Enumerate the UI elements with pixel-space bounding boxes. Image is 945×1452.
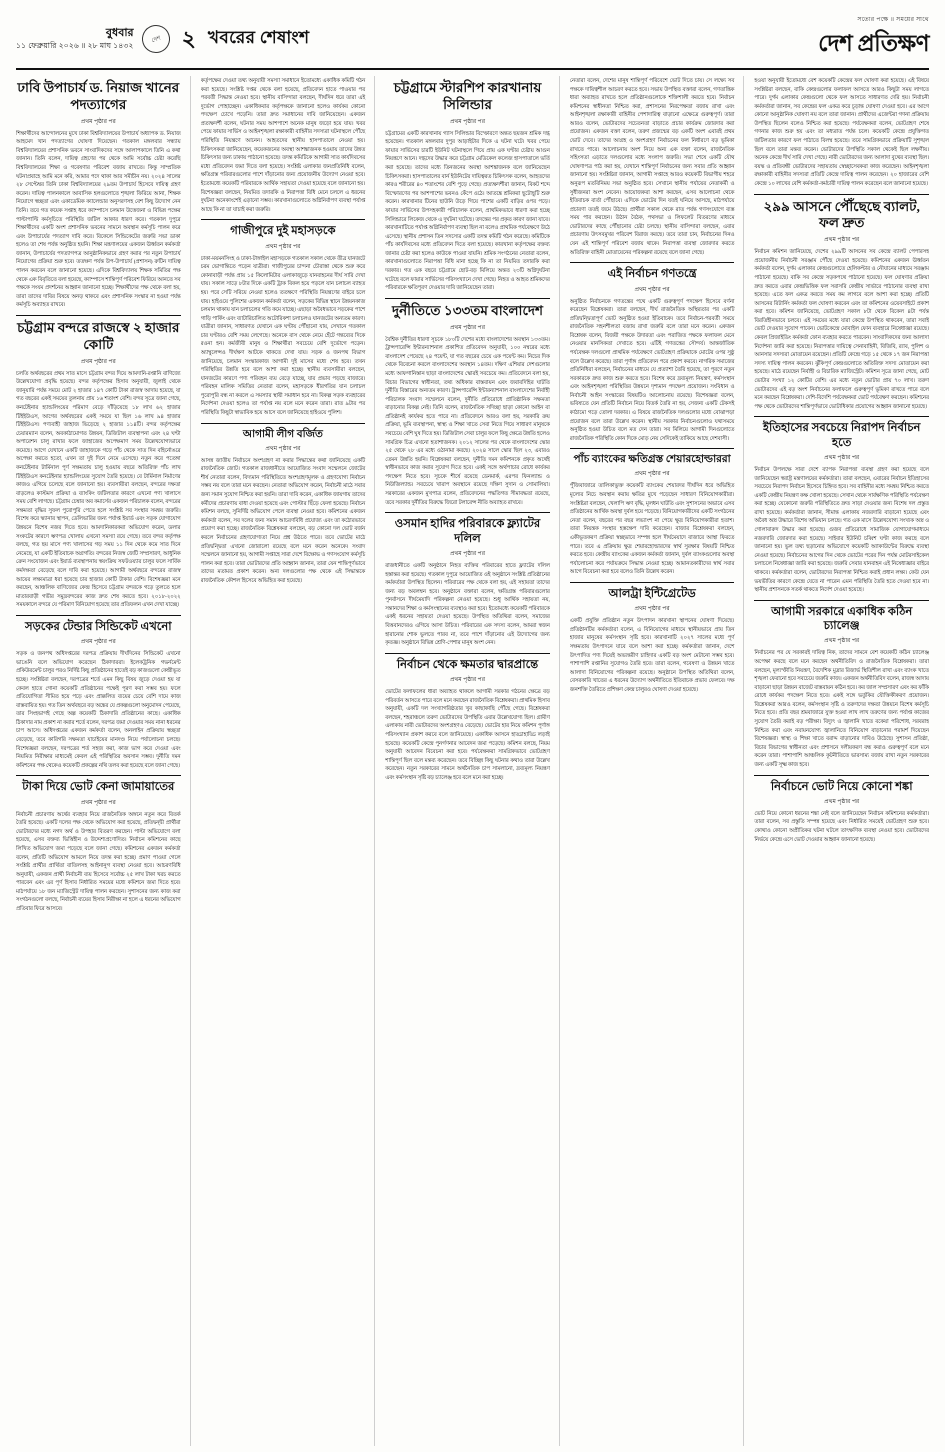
brand-tagline: সত্যের পক্ষে ॥ সময়ের সাথে <box>857 17 929 23</box>
article-body: ভোটের ফলাফলের ধারা অব্যাহত থাকলে আগামী সরকার গঠনের ক্ষেত্রে বড় পরিবর্তন আসতে পারে বলে মনে করছেন রাজনৈতিক বিশ্লেষকরা। প্রাথমিক হিসাব অনুযায়ী, একটি দল সংখ্যাগরিষ্ঠতার খুব কাছাকাছি পৌঁছে গেছে। বিশ্লেষকরা বলছেন, শহরাঞ্চলে তরুণ ভোটারদের উপস্থিতি এবার উল্লেখযোগ্য ছিল। গ্রামীণ এলাকায় নারী ভোটারদের অংশগ্রহণও বেড়েছে। ভোটের হার নিয়ে কমিশন পূর্ণাঙ্গ পরিসংখ্যান প্রকাশ করবে বলে জানিয়েছে। একাধিক আসনে হাড্ডাহাড্ডি লড়াই হয়েছে। কয়েকটি কেন্দ্রে পুনর্গণনার আবেদন জমা পড়েছে। কমিশন বলছে, নিয়ম অনুযায়ী আবেদন বিবেচনা করা হবে। পর্যবেক্ষকরা সামগ্রিকভাবে ভোটগ্রহণ শান্তিপূর্ণ ছিল বলে মন্তব্য করেছেন। তবে বিচ্ছিন্ন কিছু ঘটনার কথাও তারা উল্লেখ করেছেন। নতুন সরকারের সামনে অর্থনৈতিক চাপ সামলানো, দ্রব্যমূল্য নিয়ন্ত্রণ এবং কর্মসংস্থান সৃষ্টি বড় চ্যালেঞ্জ হবে বলে মনে করা হচ্ছে। <box>385 689 550 781</box>
article-headline: চট্টগ্রাম বন্দরে রাজস্বে ২ হাজার কোটি <box>16 315 181 354</box>
continued-label: প্রথম পৃষ্ঠার পর <box>449 550 486 557</box>
column-3 <box>385 76 560 1446</box>
article-headline: ঢাবি উপাচার্য ড. নিয়াজ খানের পদত্যাগের <box>17 80 180 112</box>
continued-label: প্রথম পৃষ্ঠার পর <box>824 455 860 461</box>
article-body: নির্বাচন কমিশন জানিয়েছে, দেশের ২৯৯টি আসনের সব কেন্দ্রে ব্যালট পেপারসহ প্রয়োজনীয় নির্বাচনী সরঞ্জাম পৌঁছে দেওয়া হয়েছে। কমিশনের একজন ঊর্ধ্বতন কর্মকর্তা বলেন, দুর্গম এলাকার কেন্দ্রগুলোতে হেলিকপ্টার ও নৌযানের মাধ্যমে সরঞ্জাম পাঠানো হয়েছে। বাকি সব কেন্দ্রে সড়কপথে পাঠানো হয়েছে। ফল ঘোষণার প্রক্রিয়া দ্রুত করতে এবার কেন্দ্রভিত্তিক ফল সরাসরি কেন্দ্রীয় সার্ভারে পাঠানোর ব্যবস্থা রাখা হয়েছে। এতে ফল একত্র করতে সময় কম লাগবে বলে আশা করা হচ্ছে। প্রতিটি আসনের রিটার্নিং কর্মকর্তা ফল ঘোষণা করবেন এবং তা কমিশনের ওয়েবসাইটে প্রকাশ করা হবে। কমিশন জানিয়েছে, ভোটগ্রহণ সকাল ৮টা থেকে বিকেল ৪টা পর্যন্ত বিরতিহীনভাবে চলবে। এই সময়ের মধ্যে যারা কেন্দ্রে উপস্থিত থাকবেন, তারা সবাই ভোট দেওয়ার সুযোগ পাবেন। ভোটকেন্দ্রে মোবাইল ফোন ব্যবহারে নিষেধাজ্ঞা রয়েছে। কেবল প্রিজাইডিং কর্মকর্তা ফোন ব্যবহার করতে পারবেন। সাংবাদিকদের জন্য আলাদা নির্দেশনা জারি করা হয়েছে। নিরাপত্তার দায়িত্বে সেনাবাহিনী, বিজিবি, র‍্যাব, পুলিশ ও আনসার সদস্যরা মোতায়েন রয়েছেন। প্রতিটি কেন্দ্রে গড়ে ১৫ থেকে ১৭ জন নিরাপত্তা সদস্য দায়িত্ব পালন করবেন। ঝুঁকিপূর্ণ কেন্দ্রগুলোতে অতিরিক্ত সদস্য মোতায়েন করা হয়েছে। মাঠে রয়েছেন নির্বাহী ও বিচারিক ম্যাজিস্ট্রেট। কমিশন সূত্রে জানা গেছে, মোট ভোটার সংখ্যা ১২ কোটির বেশি। এর মধ্যে নতুন ভোটার প্রায় ৭০ লাখ। তরুণ ভোটারদের এই বড় অংশ নির্বাচনের ফলাফলে গুরুত্বপূর্ণ ভূমিকা রাখতে পারে বলে মনে করছেন বিশ্লেষকরা। দেশি-বিদেশি পর্যবেক্ষকরা ভোট পর্যবেক্ষণ করছেন। কমিশনের পক্ষ থেকে ভোটারদের শান্তিপূর্ণভাবে ভোটাধিকার প্রয়োগের আহ্বান জানানো হয়েছে। <box>754 249 929 410</box>
column-5 <box>754 76 929 1446</box>
article-headline: গাজীপুরে দুই মহাসড়কে <box>201 219 366 238</box>
masthead-date: ১১ ফেব্রুয়ারি ২০২৬ ॥ ২৮ মাঘ ১৪৩২ <box>16 41 134 51</box>
continued-label: প্রথম পৃষ্ঠার পর <box>265 445 301 452</box>
masthead-brand-block <box>818 14 929 64</box>
article-body: নির্বাচনী প্রচারণায় অর্থের ব্যবহার নিয়ে রাজনৈতিক অঙ্গনে নতুন করে বিতর্ক তৈরি হয়েছে। একটি দলের পক্ষ থেকে অভিযোগ করা হয়েছে, প্রতিদ্বন্দ্বী প্রার্থীরা ভোটারদের মধ্যে নগদ অর্থ ও উপহার বিতরণ করছেন। পাল্টা অভিযোগে বলা হয়েছে, এসব বক্তব্য ভিত্তিহীন ও উদ্দেশ্যপ্রণোদিত। নির্বাচন কমিশনের কাছে লিখিত অভিযোগ জমা পড়েছে বলে জানা গেছে। কমিশনের একজন কর্মকর্তা বলেন, প্রতিটি অভিযোগ আমলে নিয়ে তদন্ত করা হচ্ছে। প্রমাণ পাওয়া গেলে সংশ্লিষ্ট প্রার্থীর প্রার্থিতা বাতিলসহ আইনানুগ ব্যবস্থা নেওয়া হবে। আচরণবিধি অনুযায়ী, একজন প্রার্থী নির্বাচনী ব্যয় হিসেবে সর্বোচ্চ ২৫ লাখ টাকা খরচ করতে পারবেন এবং এর পূর্ণ হিসাব নির্ধারিত সময়ের মধ্যে কমিশনে জমা দিতে হবে। মাঠপর্যায়ে ১৮ জন ম্যাজিস্ট্রেট দায়িত্ব পালন করছেন। সুশাসনের জন্য কাজ করা সংগঠনগুলো বলছে, নির্বাচনী ব্যয়ের হিসাব নিরীক্ষা না হলে এ ধরনের অভিযোগ প্রতিবার ফিরে আসবে। <box>16 811 181 913</box>
article-body: হওয়া অনুযায়ী ইতোমধ্যে বেশ কয়েকটি কেন্দ্রের ফল ঘোষণা করা হয়েছে। এই বিষয়ে সংশ্লিষ্টরা বলছেন, বাকি কেন্দ্রগুলোর ফলাফল আসতে আরও কিছুটা সময় লাগতে পারে। দুর্গম এলাকার কেন্দ্রগুলো থেকে ফল আসতে সাধারণত দেরি হয়। নির্বাচনী কর্মকর্তারা জানান, সব কেন্দ্রের ফল একত্র করে চূড়ান্ত ঘোষণা দেওয়া হবে। এর আগে কোনো আনুষ্ঠানিক ঘোষণা নয় বলে তারা জানান। প্রার্থীদের এজেন্টরা গণনা প্রক্রিয়ায় উপস্থিত ছিলেন বলেও নিশ্চিত করা হয়েছে। পর্যবেক্ষকরা বলেন, ভোটগ্রহণ শেষে গণনার কাজ শুরু হয় এবং তা মধ্যরাত পর্যন্ত চলে। কয়েকটি কেন্দ্রে প্রযুক্তিগত জটিলতার কারণে ফল পাঠাতে বিলম্ব হয়েছে। তবে সামগ্রিকভাবে প্রক্রিয়াটি সুশৃঙ্খল ছিল বলে তারা মন্তব্য করেন। ভোটারদের উপস্থিতি সকাল থেকেই ছিল লক্ষণীয়। অনেক কেন্দ্রে দীর্ঘ সারি দেখা গেছে। নারী ভোটারদের জন্য আলাদা বুথের ব্যবস্থা ছিল। বয়স্ক ও প্রতিবন্ধী ভোটারদের সহায়তায় স্বেচ্ছাসেবকরা কাজ করেছেন। আইনশৃঙ্খলা রক্ষাকারী বাহিনীর সদস্যরা প্রতিটি কেন্দ্রে দায়িত্ব পালন করেছেন। ২০ হাজারের বেশি কেন্দ্রে ১০ লাখের বেশি কর্মকর্তা-কর্মচারী দায়িত্ব পালন করেছেন বলে জানানো হয়েছে। <box>754 78 929 187</box>
article-headline: দুর্নীতিতে ১৩৩তম বাংলাদেশ <box>385 298 550 320</box>
article-headline: ইতিহাসের সবচেয়ে নিরাপদ নির্বাচন হতে <box>754 416 929 450</box>
article-headline: আগামী সরকারে একাধিক কঠিন চ্যালেঞ্জ <box>754 600 929 634</box>
masthead <box>16 14 929 70</box>
article-body: কর্তৃপক্ষের দেওয়া তথ্য অনুযায়ী সমস্যা সমাধানে ইতোমধ্যে একাধিক কমিটি গঠন করা হয়েছে। সংশ্লিষ্ট দপ্তর থেকে বলা হয়েছে, প্রতিবেদন হাতে পাওয়ার পর পরবর্তী সিদ্ধান্ত নেওয়া হবে। স্থানীয় বাসিন্দারা বলছেন, দীর্ঘদিন ধরে তারা এই দুর্ভোগ পোহাচ্ছেন। একাধিকবার কর্তৃপক্ষকে জানানো হলেও কার্যকর কোনো পদক্ষেপ চোখে পড়েনি। তারা দ্রুত সমাধানের দাবি জানিয়েছেন। একজন প্রত্যক্ষদর্শী বলেন, ঘটনার সময় আশপাশে অনেক মানুষ জড়ো হয়ে যায়। খবর পেয়ে ফায়ার সার্ভিস ও আইনশৃঙ্খলা রক্ষাকারী বাহিনীর সদস্যরা ঘটনাস্থলে পৌঁছে পরিস্থিতি নিয়ন্ত্রণে আনেন। আহতদের স্থানীয় হাসপাতালে নেওয়া হয়। চিকিৎসকরা জানিয়েছেন, কয়েকজনের অবস্থা আশঙ্কাজনক হওয়ায় তাদের উন্নত চিকিৎসার জন্য ঢাকায় পাঠানো হয়েছে। তদন্ত কমিটিকে আগামী সাত কার্যদিবসের মধ্যে প্রতিবেদন জমা দিতে বলা হয়েছে। সংশ্লিষ্ট এলাকার জনপ্রতিনিধি বলেন, ক্ষতিগ্রস্ত পরিবারগুলোর পাশে দাঁড়ানোর জন্য প্রয়োজনীয় উদ্যোগ নেওয়া হবে। ইতোমধ্যে কয়েকটি পরিবারকে আর্থিক সহায়তা দেওয়া হয়েছে বলে জানানো হয়। বিশেষজ্ঞরা বলছেন, নিয়মিত তদারকি ও নিরাপত্তা বিধি মেনে চললে এ ধরনের দুর্ঘটনা অনেকাংশেই এড়ানো সম্ভব। কারখানাগুলোতে অগ্নিনির্বাপণ ব্যবস্থা পর্যাপ্ত আছে কি না তা যাচাই করা জরুরি। <box>200 78 366 213</box>
article-headline: ওসমান হাদির পরিবারকে ফ্ল্যাটের দলিল <box>385 512 550 546</box>
article-body: আসন্ন জাতীয় নির্বাচনে অংশগ্রহণ না করার সিদ্ধান্তের কথা জানিয়েছে একটি রাজনৈতিক জোট। গতকাল রাজধানীতে আয়োজিত সংবাদ সম্মেলনে জোটের শীর্ষ নেতারা বলেন, বিদ্যমান পরিস্থিতিতে অংশগ্রহণমূলক ও গ্রহণযোগ্য নির্বাচন সম্ভব নয় বলে তারা মনে করছেন। নেতারা অভিযোগ করেন, নির্বাচনী মাঠে সবার জন্য সমান সুযোগ নিশ্চিত করা হয়নি। তারা দাবি করেন, একাধিক জায়গায় তাদের কর্মীদের প্রচারণায় বাধা দেওয়া হয়েছে এবং পোস্টার ছিঁড়ে ফেলা হয়েছে। নির্বাচন কমিশন বলছে, সুনির্দিষ্ট অভিযোগ পেলে ব্যবস্থা নেওয়া হবে। কমিশনের একজন কর্মকর্তা বলেন, সব দলের জন্য সমান আচরণবিধি প্রযোজ্য এবং তা কঠোরভাবে প্রয়োগ করা হচ্ছে। রাজনৈতিক বিশ্লেষকরা বলছেন, বড় কোনো দল ভোট বর্জন করলে নির্বাচনের গ্রহণযোগ্যতা নিয়ে প্রশ্ন উঠতে পারে। তবে ভোটের মাঠে প্রতিদ্বন্দ্বিতা এখনো জোরালো রয়েছে বলে মনে করেন অনেকে। সংবাদ সম্মেলনে জানানো হয়, আগামী সপ্তাহে সারা দেশে বিক্ষোভ ও গণসংযোগ কর্মসূচি পালন করা হবে। তারা ভোটারদের প্রতি আহ্বান জানান, তারা যেন শান্তিপূর্ণভাবে তাদের মতামত প্রকাশ করেন। অন্য দলগুলোর পক্ষ থেকে এই সিদ্ধান্তকে রাজনৈতিক কৌশল হিসেবে অভিহিত করা হয়েছে। <box>200 457 366 584</box>
article-headline: ২৯৯ আসনে পৌঁছেছে ব্যালট, ফল দ্রুত <box>754 194 929 233</box>
continued-label: প্রথম পৃষ্ঠার পর <box>634 606 670 613</box>
article-body: নির্বাচনের পর যে সরকারই দায়িত্ব নিক, তাদের সামনে বেশ কয়েকটি কঠিন চ্যালেঞ্জ অপেক্ষা করছে বলে মনে করছেন অর্থনীতিবিদ ও রাজনৈতিক বিশ্লেষকরা। তারা বলছেন, মূল্যস্ফীতি নিয়ন্ত্রণ, বৈদেশিক মুদ্রার রিজার্ভ স্থিতিশীল রাখা এবং ব্যাংক খাতে শৃঙ্খলা ফেরানো হবে সবচেয়ে জরুরি কাজ। একজন অর্থনীতিবিদ বলেন, রাজস্ব আদায় বাড়ানো ছাড়া উন্নয়ন বাজেট বাস্তবায়ন কঠিন হবে। কর জাল সম্প্রসারণ এবং কর ফাঁকি রোধে কার্যকর পদক্ষেপ নিতে হবে। একই সঙ্গে ভর্তুকির যৌক্তিকীকরণ প্রয়োজন। বিশ্লেষকরা আরও বলেন, কর্মসংস্থান সৃষ্টি ও তরুণদের দক্ষতা উন্নয়নে বিশেষ কর্মসূচি নিতে হবে। প্রতি বছর শ্রমবাজারে যুক্ত হওয়া লাখ লাখ তরুণের জন্য পর্যাপ্ত কাজের সুযোগ তৈরি করাই বড় পরীক্ষা। বিদ্যুৎ ও জ্বালানি খাতে বকেয়া পরিশোধ, সরবরাহ নিশ্চিত করা এবং নবায়নযোগ্য জ্বালানিতে বিনিয়োগ বাড়ানোর পরামর্শ দিয়েছেন বিশেষজ্ঞরা। স্বাস্থ্য ও শিক্ষা খাতে বরাদ্দ বাড়ানোর দাবিও উঠেছে। সুশাসন প্রতিষ্ঠা, বিচার বিভাগের স্বাধীনতা এবং প্রশাসনে দলীয়করণ বন্ধ করাও গুরুত্বপূর্ণ বলে মনে করেন তারা। পাশাপাশি আঞ্চলিক কূটনীতিতে ভারসাম্য বজায় রাখা নতুন সরকারের জন্য একটি সূক্ষ্ম কাজ হবে। <box>754 650 929 768</box>
section-title: খবরের শেষাংশ <box>207 28 310 47</box>
continued-label: প্রথম পৃষ্ঠার পর <box>634 286 670 293</box>
brand-name: দেশ প্রতিক্ষণ <box>818 31 929 56</box>
article-body: একটি প্রযুক্তি প্রতিষ্ঠান নতুন উৎপাদন কারখানা স্থাপনের ঘোষণা দিয়েছে। প্রতিষ্ঠানটির কর্মকর্তারা বলেন, এ বিনিয়োগের মাধ্যমে স্থানীয়ভাবে প্রায় তিন হাজার মানুষের কর্মসংস্থান সৃষ্টি হবে। কারখানাটি ২০২৭ সালের মধ্যে পূর্ণ সক্ষমতায় উৎপাদনে যাবে বলে আশা করা হচ্ছে। কর্মকর্তারা জানান, দেশে উৎপাদিত পণ্য দিয়েই অভ্যন্তরীণ চাহিদার একটি বড় অংশ মেটানো সম্ভব হবে। পাশাপাশি রপ্তানির সুযোগও তৈরি হবে। তারা বলেন, গবেষণা ও উন্নয়ন খাতে আলাদা বিনিয়োগের পরিকল্পনা রয়েছে। অনুষ্ঠানে উপস্থিত অতিথিরা বলেন, বেসরকারি খাতের এ ধরনের উদ্যোগ অর্থনীতিতে ইতিবাচক প্রভাব ফেলবে। দক্ষ জনশক্তি তৈরিতে প্রশিক্ষণ কেন্দ্র চালুরও ঘোষণা দেওয়া হয়েছে। <box>569 618 735 693</box>
column-1 <box>16 76 191 1446</box>
article-headline: টাকা দিয়ে ভোট কেনা জামায়াতের <box>16 775 181 794</box>
continued-label: প্রথম পৃষ্ঠার পর <box>80 358 116 365</box>
article-headline: আগামী লীগ বর্জিত <box>201 423 366 441</box>
column-2 <box>201 76 376 1446</box>
continued-label: প্রথম পৃষ্ঠার পর <box>824 798 860 805</box>
continued-label: প্রথম পৃষ্ঠার পর <box>265 243 301 250</box>
article-body: নেতারা বলেন, দেশের মানুষ শান্তিপূর্ণ পরিবেশে ভোট দিতে চায়। সে লক্ষ্যে সব পক্ষকে দায়িত্বশীল আচরণ করতে হবে। সভায় উপস্থিত বক্তারা বলেন, গণতান্ত্রিক ধারা অব্যাহত রাখতে হলে প্রতিষ্ঠানগুলোকে শক্তিশালী করতে হবে। নির্বাচন কমিশনের স্বাধীনতা নিশ্চিত করা, প্রশাসনের নিরপেক্ষতা বজায় রাখা এবং আইনশৃঙ্খলা রক্ষাকারী বাহিনীর পেশাদারিত্ব বাড়ানো এক্ষেত্রে গুরুত্বপূর্ণ। তারা আরও বলেন, ভোটারদের সচেতনতা বাড়াতে প্রচার কার্যক্রম জোরদার করা প্রয়োজন। একজন বক্তা বলেন, তরুণ প্রজন্মের বড় একটি অংশ এবারই প্রথম ভোট দেবে। তাদের আগ্রহ ও অংশগ্রহণ নির্বাচনের ফল নির্ধারণে বড় ভূমিকা রাখতে পারে। আলোচনায় অংশ নিয়ে অন্য এক বক্তা বলেন, রাজনৈতিক সহিংসতা এড়াতে দলগুলোর মধ্যে সংলাপ জরুরি। সভা শেষে একটি যৌথ ঘোষণাপত্র পাঠ করা হয়, যেখানে শান্তিপূর্ণ নির্বাচনের জন্য সবার প্রতি আহ্বান জানানো হয়। সংশ্লিষ্টরা জানান, আগামী সপ্তাহে আরও কয়েকটি বিভাগীয় শহরে অনুরূপ মতবিনিময় সভা অনুষ্ঠিত হবে। সেখানে স্থানীয় পর্যায়ের নেতাকর্মী ও সুধীজনরা অংশ নেবেন। আয়োজকরা আশা করছেন, এসব আলোচনা থেকে ইতিবাচক বার্তা পৌঁছাবে। এদিকে ভোটের দিন যতই ঘনিয়ে আসছে, মাঠপর্যায়ে প্রচারণা ততই জমে উঠছে। প্রার্থীরা সকাল থেকে রাত পর্যন্ত গণসংযোগে ব্যস্ত সময় পার করছেন। উঠান বৈঠক, পথসভা ও লিফলেট বিতরণের মাধ্যমে ভোটারদের কাছে পৌঁছানোর চেষ্টা চলছে। স্থানীয় বাসিন্দারা বলছেন, এবার প্রচারণায় উৎসবমুখর পরিবেশ বিরাজ করছে। তবে তারা চান, নির্বাচনের দিনও যেন এই শান্তিপূর্ণ পরিবেশ বজায় থাকে। নিরাপত্তা ব্যবস্থা জোরদার করতে অতিরিক্ত বাহিনী মোতায়েনের পরিকল্পনা রয়েছে বলে জানা গেছে। <box>569 78 735 256</box>
columns-grid <box>16 76 929 1446</box>
continued-label: প্রথম পৃষ্ঠার পর <box>449 677 486 684</box>
article-body: বৈশ্বিক দুর্নীতির ধারণা সূচকে ১৮০টি দেশের মধ্যে বাংলাদেশের অবস্থান ১৩৩তম। ট্রান্সপারেন্সি ইন্টারন্যাশনাল প্রকাশিত প্রতিবেদন অনুযায়ী, ১০০ নম্বরের মধ্যে বাংলাদেশ পেয়েছে ২৪ পয়েন্ট, যা গত বছরের চেয়ে এক পয়েন্ট কম। নিচের দিক থেকে বিবেচনা করলে বাংলাদেশের অবস্থান ১৪তম। দক্ষিণ এশিয়ার দেশগুলোর মধ্যে আফগানিস্তান ছাড়া বাংলাদেশের স্কোরই সবচেয়ে কম। প্রতিবেদনে বলা হয়, বিচার বিভাগের স্বাধীনতা, তথ্য অধিকার বাস্তবায়ন এবং জবাবদিহির ঘাটতি দুর্নীতি বিস্তারের অন্যতম কারণ। ট্রান্সপারেন্সি ইন্টারন্যাশনাল বাংলাদেশের নির্বাহী পরিচালক সংবাদ সম্মেলনে বলেন, দুর্নীতি প্রতিরোধে প্রাতিষ্ঠানিক সক্ষমতা বাড়ানোর বিকল্প নেই। তিনি বলেন, রাজনৈতিক সদিচ্ছা ছাড়া কোনো আইন বা প্রতিষ্ঠানই কার্যকর হতে পারে না। প্রতিবেদনে আরও বলা হয়, সরকারি ক্রয় প্রক্রিয়া, ভূমি ব্যবস্থাপনা, স্বাস্থ্য ও শিক্ষা খাতে সেবা নিতে গিয়ে সাধারণ মানুষকে সবচেয়ে বেশি ঘুষ দিতে হয়। ডিজিটাল সেবা চালুর ফলে কিছু ক্ষেত্রে উন্নতি হলেও সামগ্রিক চিত্র এখনো হতাশাজনক। ২০১২ সালের পর থেকে বাংলাদেশের স্কোর ২৫ থেকে ২৮ এর মধ্যে ওঠানামা করছে। ২০২৪ সালে স্কোর ছিল ২৩, এবারও তেমন উন্নতি হয়নি। বিশ্লেষকরা বলছেন, দুর্নীতি দমন কমিশনকে প্রকৃত অর্থেই স্বাধীনভাবে কাজ করার সুযোগ দিতে হবে। একই সঙ্গে অর্থপাচার রোধে কার্যকর পদক্ষেপ নিতে হবে। সূচকে শীর্ষে রয়েছে ডেনমার্ক, এরপর ফিনল্যান্ড ও নিউজিল্যান্ড। সবচেয়ে খারাপ অবস্থানে রয়েছে দক্ষিণ সুদান ও সোমালিয়া। সরকারের একজন মুখপাত্র বলেন, প্রতিবেদনের পদ্ধতিগত সীমাবদ্ধতা রয়েছে, তবে সরকার দুর্নীতির বিরুদ্ধে জিরো টলারেন্স নীতি অব্যাহত রাখবে। <box>385 336 550 506</box>
article-headline: নির্বাচন থেকে ক্ষমতার দ্বারপ্রান্তে <box>385 653 550 672</box>
article-body: সড়ক ও জনপথ অধিদপ্তরের দরপত্র প্রক্রিয়ায় দীর্ঘদিনের সিন্ডিকেট এখনো ভাঙেনি বলে অভিযোগ করেছেন ঠিকাদাররা। ইলেকট্রনিক গভর্নমেন্ট প্রকিউরমেন্ট চালুর পরও নির্দিষ্ট কিছু প্রতিষ্ঠানের হাতেই বড় কাজগুলো কেন্দ্রীভূত হচ্ছে। সংশ্লিষ্টরা বলছেন, দরপত্রের শর্তে এমন কিছু বিষয় জুড়ে দেওয়া হয় যা কেবল হাতে গোনা কয়েকটি প্রতিষ্ঠানের পক্ষেই পূরণ করা সম্ভব হয়। ফলে প্রতিযোগিতা সীমিত হয়ে পড়ে এবং প্রাক্কলিত ব্যয়ের চেয়ে বেশি দামে কাজ বাস্তবায়িত হয়। গত তিন অর্থবছরে বড় অঙ্কের যে প্রকল্পগুলো অনুমোদন পেয়েছে, তার সিংহভাগই গেছে অল্প কয়েকটি ঠিকাদারি প্রতিষ্ঠানের কাছে। একাধিক ঠিকাদার নাম প্রকাশ না করার শর্তে বলেন, দরপত্র জমা দেওয়ার সময় নানা ধরনের চাপ আসে। অধিদপ্তরের একজন কর্মকর্তা বলেন, অনলাইন প্রক্রিয়ায় স্বচ্ছতা বেড়েছে, তবে কারিগরি সক্ষমতা যাচাইয়ের মানদণ্ড নিয়ে পর্যালোচনা চলছে। বিশেষজ্ঞরা বলছেন, দরপত্রের শর্ত সহজ করা, কাজ ভাগ করে দেওয়া এবং নিয়মিত নিরীক্ষার মাধ্যমেই কেবল এই পরিস্থিতির অবসান সম্ভব। দুর্নীতি দমন কমিশনের পক্ষ থেকেও কয়েকটি প্রকল্পের নথি তলব করা হয়েছে বলে জানা গেছে। <box>16 651 181 769</box>
article-headline: নির্বাচনে ভোট নিয়ে কোনো শঙ্কা <box>754 775 929 794</box>
article-body: ভোট নিয়ে কোনো ধরনের শঙ্কা নেই বলে জানিয়েছেন নির্বাচন কমিশনের কর্মকর্তারা। তারা বলেন, সব প্রস্তুতি সম্পন্ন হয়েছে এবং নির্ধারিত সময়েই ভোটগ্রহণ শুরু হবে। কোথাও কোনো অপ্রীতিকর ঘটনা ঘটলে তাৎক্ষণিক ব্যবস্থা নেওয়া হবে। ভোটারদের নির্ভয়ে কেন্দ্রে এসে ভোট দেওয়ার আহ্বান জানানো হয়েছে। <box>754 810 929 843</box>
article-body: নির্বাচন উপলক্ষে সারা দেশে ব্যাপক নিরাপত্তা ব্যবস্থা গ্রহণ করা হয়েছে বলে জানিয়েছেন স্বরাষ্ট্র মন্ত্রণালয়ের কর্মকর্তারা। তারা বলছেন, এবারের নির্বাচন ইতিহাসের সবচেয়ে নিরাপদ নির্বাচন হিসেবে চিহ্নিত হবে। সব বাহিনীর মধ্যে সমন্বয় নিশ্চিত করতে একটি কেন্দ্রীয় নিয়ন্ত্রণ কক্ষ খোলা হয়েছে। সেখান থেকে সার্বক্ষণিক পরিস্থিতি পর্যবেক্ষণ করা হচ্ছে। যেকোনো জরুরি পরিস্থিতিতে দ্রুত সাড়া দেওয়ার জন্য বিশেষ দল প্রস্তুত রাখা হয়েছে। কর্মকর্তারা জানান, সীমান্ত এলাকায় নজরদারি বাড়ানো হয়েছে এবং অবৈধ অস্ত্র উদ্ধারে বিশেষ অভিযান চলছে। গত এক মাসে উল্লেখযোগ্য সংখ্যক অস্ত্র ও গোলাবারুদ উদ্ধার করা হয়েছে। গুজব প্রতিরোধে সামাজিক যোগাযোগমাধ্যমে নজরদারি জোরদার করা হয়েছে। সাইবার ইউনিট চব্বিশ ঘণ্টা কাজ করছে বলে জানানো হয়। ভুল তথ্য ছড়ানোর অভিযোগে কয়েকটি অ্যাকাউন্টের বিরুদ্ধে ব্যবস্থা নেওয়া হয়েছে। নির্বাচনের আগের দিন থেকে ভোটের পরের দিন পর্যন্ত মোটরসাইকেল চলাচলে নিষেধাজ্ঞা জারি করা হয়েছে। জরুরি সেবার যানবাহন এই নিষেধাজ্ঞার বাইরে থাকবে। কর্মকর্তারা বলেন, ভোটারদের নিরাপত্তা নিশ্চিত করাই প্রধান লক্ষ্য। কেউ যেন ভয়ভীতির কারণে কেন্দ্রে যেতে না পারেন এমন পরিস্থিতি তৈরি হতে দেওয়া হবে না। স্থানীয় প্রশাসনকে সতর্ক থাকতে নির্দেশ দেওয়া হয়েছে। <box>754 467 929 594</box>
continued-label: প্রথম পৃষ্ঠার পর <box>80 118 116 125</box>
column-4 <box>570 76 745 1446</box>
article-body: পুঁজিবাজারে তালিকাভুক্ত কয়েকটি ব্যাংকের শেয়ারদর দীর্ঘদিন ধরে অভিহিত মূল্যের নিচে অবস্থান করায় ক্ষতির মুখে পড়েছেন সাধারণ বিনিয়োগকারীরা। সংশ্লিষ্টরা বলছেন, খেলাপি ঋণ বৃদ্ধি, মূলধন ঘাটতি এবং সুশাসনের অভাবে এসব প্রতিষ্ঠানের আর্থিক অবস্থা দুর্বল হয়ে পড়েছে। বিনিয়োগকারীদের একটি সংগঠনের নেতা বলেন, বছরের পর বছর লভ্যাংশ না পেয়ে ক্ষুদ্র বিনিয়োগকারীরা হতাশ। তারা নিয়ন্ত্রক সংস্থার হস্তক্ষেপ দাবি করেছেন। বাজার বিশ্লেষকরা বলছেন, একীভূতকরণ প্রক্রিয়া স্বচ্ছভাবে সম্পন্ন হলে দীর্ঘমেয়াদে বাজারে আস্থা ফিরতে পারে। তবে এ প্রক্রিয়ায় ক্ষুদ্র শেয়ারহোল্ডারদের স্বার্থ সুরক্ষার বিষয়টি নিশ্চিত করতে হবে। কেন্দ্রীয় ব্যাংকের একজন কর্মকর্তা জানান, দুর্বল ব্যাংকগুলোর অবস্থা পর্যালোচনা করে পর্যায়ক্রমে সিদ্ধান্ত নেওয়া হচ্ছে। আমানতকারীদের স্বার্থ সবার আগে বিবেচনা করা হবে বলেও তিনি উল্লেখ করেন। <box>569 483 735 576</box>
article-body: চট্টগ্রামের একটি কারখানায় গ্যাস সিলিন্ডার বিস্ফোরণে অন্তত ছয়জন শ্রমিক দগ্ধ হয়েছেন। গতকাল মঙ্গলবার দুপুর আড়াইটার দিকে এ ঘটনা ঘটে। খবর পেয়ে ফায়ার সার্ভিসের চারটি ইউনিট ঘটনাস্থলে গিয়ে প্রায় এক ঘণ্টার চেষ্টায় আগুন নিয়ন্ত্রণে আনে। দগ্ধদের উদ্ধার করে চট্টগ্রাম মেডিকেল কলেজ হাসপাতালে ভর্তি করা হয়েছে। তাদের মধ্যে তিনজনের অবস্থা আশঙ্কাজনক বলে জানিয়েছেন চিকিৎসকরা। হাসপাতালের বার্ন ইউনিটের দায়িত্বরত চিকিৎসক বলেন, আহতদের কারও শরীরের ৪০ শতাংশের বেশি পুড়ে গেছে। প্রত্যক্ষদর্শীরা জানান, বিকট শব্দে বিস্ফোরণের পর আশপাশের ভবনও কেঁপে ওঠে। আতঙ্কে শ্রমিকরা ছুটোছুটি শুরু করেন। কারখানার টিনের ছাউনি উড়ে গিয়ে পাশের একটি বাড়ির ওপর পড়ে। ফায়ার সার্ভিসের উপসহকারী পরিচালক বলেন, প্রাথমিকভাবে ধারণা করা হচ্ছে সিলিন্ডারে লিকেজ থেকে এ দুর্ঘটনা ঘটেছে। তদন্তের পর প্রকৃত কারণ জানা যাবে। কারখানাটিতে পর্যাপ্ত অগ্নিনির্বাপণ ব্যবস্থা ছিল না বলেও প্রাথমিক পর্যবেক্ষণে উঠে এসেছে। স্থানীয় প্রশাসন তিন সদস্যের একটি তদন্ত কমিটি গঠন করেছে। কমিটিকে পাঁচ কার্যদিবসের মধ্যে প্রতিবেদন দিতে বলা হয়েছে। কারখানা কর্তৃপক্ষের বক্তব্য জানার চেষ্টা করা হলেও কাউকে পাওয়া যায়নি। শ্রমিক সংগঠনের নেতারা বলেন, কারখানাগুলোতে নিরাপত্তা বিধি মানা হচ্ছে কি না তা নিয়মিত তদারকি করা দরকার। গত এক বছরে চট্টগ্রামে ছোট-বড় মিলিয়ে অন্তত ২৩টি অগ্নিদুর্ঘটনা ঘটেছে বলে ফায়ার সার্ভিসের পরিসংখ্যানে দেখা গেছে। নিহত ও আহত শ্রমিকদের পরিবারকে ক্ষতিপূরণ দেওয়ার দাবি জানিয়েছেন তারা। <box>385 130 550 292</box>
continued-label: প্রথম পৃষ্ঠার পর <box>449 324 486 331</box>
continued-label: প্রথম পৃষ্ঠার পর <box>80 639 116 646</box>
continued-label: প্রথম পৃষ্ঠার পর <box>824 638 860 645</box>
article-headline: পাঁচ ব্যাংকের ক্ষতিগ্রস্ত শেয়ারহোল্ডাররা <box>570 448 735 466</box>
continued-label: প্রথম পৃষ্ঠার পর <box>824 237 860 244</box>
continued-label: প্রথম পৃষ্ঠার পর <box>449 118 486 125</box>
article-headline: সড়কের টেন্ডার সিন্ডিকেট এখনো <box>16 615 181 634</box>
article-body: চলতি অর্থবছরের প্রথম সাত মাসে চট্টগ্রাম বন্দর দিয়ে আমদানি-রপ্তানি বাণিজ্যে উল্লেখযোগ্য প্রবৃদ্ধি হয়েছে। বন্দর কর্তৃপক্ষের হিসাব অনুযায়ী, জুলাই থেকে জানুয়ারি পর্যন্ত সময়ে মোট ২ হাজার ১৪৭ কোটি টাকা রাজস্ব আদায় হয়েছে, যা গত বছরের একই সময়ের তুলনায় প্রায় ১৬ শতাংশ বেশি। বন্দর সূত্রে জানা গেছে, কনটেইনার হ্যান্ডলিংয়ের পরিমাণ বেড়ে দাঁড়িয়েছে ১৮ লাখ ৬২ হাজার টিইইউএস, আগের অর্থবছরের একই সময়ে যা ছিল ১৬ লাখ ৯৪ হাজার টিইইউএস। পণ্যবাহী জাহাজ ভিড়েছে ২ হাজার ১১৪টি। বন্দর কর্তৃপক্ষের চেয়ারম্যান বলেন, অবকাঠামোগত উন্নয়ন, ডিজিটাল ব্যবস্থাপনা এবং ২৪ ঘণ্টা অপারেশন চালু রাখার ফলে জাহাজের অপেক্ষমাণ সময় উল্লেখযোগ্যভাবে কমেছে। আগে যেখানে একটি জাহাজকে গড়ে পাঁচ থেকে সাত দিন বহির্নোঙরে অপেক্ষা করতে হতো, এখন তা দুই দিনে নেমে এসেছে। নতুন করে পতেঙ্গা কনটেইনার টার্মিনাল পূর্ণ সক্ষমতায় চালু হওয়ায় বছরে অতিরিক্ত পাঁচ লাখ টিইইউএস কনটেইনার হ্যান্ডলিংয়ের সুযোগ তৈরি হয়েছে। বে টার্মিনাল নির্মাণের কাজও এগিয়ে চলেছে বলে জানানো হয়। ব্যবসায়ীরা বলছেন, বন্দরের দক্ষতা বাড়লেও কাস্টমস প্রক্রিয়া ও ব্যাংকিং জটিলতার কারণে এখনো পণ্য খালাসে সময় বেশি লাগছে। চট্টগ্রাম চেম্বার অব কমার্সের একজন পরিচালক বলেন, বন্দরের সক্ষমতা বৃদ্ধির সুফল পুরোপুরি পেতে হলে সংশ্লিষ্ট সব সংস্থার সমন্বয় জরুরি। বিশেষ করে স্ক্যানার স্থাপন, ডেলিভারির জন্য পর্যাপ্ত ইয়ার্ড এবং সড়ক যোগাযোগ উন্নয়নে বিশেষ নজর দিতে হবে। আমদানিকারকরা অভিযোগ করেন, ডলার সংকটের কারণে ঋণপত্র খোলায় এখনো সমস্যা রয়ে গেছে। তবে বন্দর কর্তৃপক্ষ বলছে, গত ছয় মাসে পণ্য খালাসের গড় সময় ১১ দিন থেকে কমে সাত দিনে নেমেছে, যা একটি ইতিবাচক অগ্রগতি। বন্দরের নিজস্ব জেটি সম্প্রসারণ, আধুনিক ক্রেন সংযোজন এবং ইয়ার্ড ব্যবস্থাপনায় স্বয়ংক্রিয় সফটওয়্যার চালুর ফলে সার্বিক কর্মদক্ষতা বেড়েছে বলে দাবি করা হয়েছে। আগামী অর্থবছরে বন্দরের রাজস্ব আয়ের লক্ষ্যমাত্রা ধরা হয়েছে চার হাজার কোটি টাকার বেশি। বিশেষজ্ঞরা মনে করছেন, আঞ্চলিক বাণিজ্যের কেন্দ্র হিসেবে চট্টগ্রাম বন্দরকে গড়ে তুলতে হলে মাতারবাড়ী গভীর সমুদ্রবন্দরের কাজ দ্রুত শেষ করতে হবে। ২০১৮-২০২২ সময়কালে বন্দরে যে পরিমাণ বিনিয়োগ হয়েছে তার প্রতিফলন এখন দেখা যাচ্ছে। <box>16 370 181 609</box>
masthead-date-block <box>16 27 134 50</box>
article-body: শিক্ষার্থীদের আন্দোলনের মুখে ঢাকা বিশ্ববিদ্যালয়ের উপাচার্য অধ্যাপক ড. নিয়াজ আহমেদ খান পদত্যাগের ঘোষণা দিয়েছেন। গতকাল মঙ্গলবার সন্ধ্যায় বিশ্ববিদ্যালয়ের প্রশাসনিক ভবনে সাংবাদিকদের সঙ্গে আলাপকালে তিনি এ কথা জানান। তিনি বলেন, দায়িত্ব গ্রহণের পর থেকে আমি সর্বোচ্চ চেষ্টা করেছি বিশ্ববিদ্যালয়ের শিক্ষা ও গবেষণার পরিবেশ বজায় রাখতে। কিন্তু সাম্প্রতিক ঘটনাপ্রবাহে আমি মনে করি, আমার পদে থাকা আর সমীচীন নয়। ২০২৪ সালের ২৮ সেপ্টেম্বর তিনি ঢাকা বিশ্ববিদ্যালয়ের ২৯তম উপাচার্য হিসেবে দায়িত্ব গ্রহণ করেন। দায়িত্ব পালনকালে আবাসিক হলগুলোতে শৃঙ্খলা ফিরিয়ে আনা, শিক্ষক নিয়োগে স্বচ্ছতা এবং একাডেমিক ক্যালেন্ডার অনুসরণসহ বেশ কিছু উদ্যোগ নেন তিনি। তবে গত কয়েক সপ্তাহ ধরে ক্যাম্পাসে চলমান উত্তেজনা ও বিভিন্ন পক্ষের পাল্টাপাল্টি কর্মসূচিতে পরিস্থিতি জটিল আকার ধারণ করে। গতকাল দুপুরে শিক্ষার্থীদের একটি অংশ প্রশাসনিক ভবনের সামনে অবস্থান কর্মসূচি পালন করে এবং উপাচার্যের পদত্যাগ দাবি করে। বিকেলে সিন্ডিকেটের জরুরি সভা ডাকা হলেও তা শেষ পর্যন্ত অনুষ্ঠিত হয়নি। শিক্ষা মন্ত্রণালয়ের একজন ঊর্ধ্বতন কর্মকর্তা জানান, উপাচার্যের পদত্যাগপত্র আনুষ্ঠানিকভাবে গ্রহণ করার পর নতুন উপাচার্য নিয়োগের প্রক্রিয়া শুরু হবে। ততক্ষণ পর্যন্ত উপ-উপাচার্য (প্রশাসন) রুটিন দায়িত্ব পালন করবেন বলে জানানো হয়েছে। এদিকে বিশ্ববিদ্যালয় শিক্ষক সমিতির পক্ষ থেকে এক বিবৃতিতে বলা হয়েছে, ক্যাম্পাসে শান্তিপূর্ণ পরিবেশ ফিরিয়ে আনতে সব পক্ষকে সংযম প্রদর্শনের আহ্বান জানানো হচ্ছে। শিক্ষার্থীদের পক্ষ থেকে বলা হয়, তারা তাদের দাবির বিষয়ে অনড় থাকবে এবং প্রশাসনিক সংস্কার না হওয়া পর্যন্ত কর্মসূচি অব্যাহত রাখবে। <box>16 130 181 309</box>
seal-icon: দেশ <box>138 21 173 56</box>
article-body: রাজধানীতে একটি অনুষ্ঠানে নিহত ব্যক্তির পরিবারের হাতে ফ্ল্যাটের দলিল হস্তান্তর করা হয়েছে। গতকাল দুপুরে আয়োজিত ওই অনুষ্ঠানে সংশ্লিষ্ট প্রতিষ্ঠানের কর্মকর্তারা উপস্থিত ছিলেন। পরিবারের পক্ষ থেকে বলা হয়, এই সহায়তা তাদের জন্য বড় অবলম্বন হবে। অনুষ্ঠানে বক্তারা বলেন, ক্ষতিগ্রস্ত পরিবারগুলোর পুনর্বাসনে দীর্ঘমেয়াদি পরিকল্পনা নেওয়া হয়েছে। শুধু আর্থিক সহায়তা নয়, সন্তানদের শিক্ষা ও কর্মসংস্থানের ব্যবস্থাও করা হবে। ইতোমধ্যে কয়েকটি পরিবারকে একই ধরনের সহায়তা দেওয়া হয়েছে। উপস্থিত অতিথিরা বলেন, সমাজের বিত্তবানদেরও এগিয়ে আসা উচিত। পরিবারের এক সদস্য বলেন, আমরা স্বজন হারানোর শোক ভুলতে পারব না, তবে পাশে দাঁড়ানোর এই উদ্যোগের জন্য কৃতজ্ঞ। অনুষ্ঠানে বিভিন্ন শ্রেণি-পেশার মানুষ অংশ নেন। <box>385 562 550 647</box>
article-headline: এই নির্বাচন গণতন্ত্রে <box>570 262 735 281</box>
page-number: ২ <box>181 26 196 51</box>
article-headline: আলট্রা ইন্টিগ্রেটেড <box>570 582 735 601</box>
continued-label: প্রথম পৃষ্ঠার পর <box>80 799 116 806</box>
masthead-left <box>16 25 309 53</box>
masthead-day: বুধবার <box>105 27 134 40</box>
continued-label: প্রথম পৃষ্ঠার পর <box>634 471 670 478</box>
article-body: অনুষ্ঠিত নির্বাচনকে গণতন্ত্রের পথে একটি গুরুত্বপূর্ণ পদক্ষেপ হিসেবে বর্ণনা করেছেন বিশ্লেষকরা। তারা বলছেন, দীর্ঘ রাজনৈতিক অস্থিরতার পর একটি প্রতিদ্বন্দ্বিতাপূর্ণ ভোট অনুষ্ঠিত হওয়া ইতিবাচক। তবে নির্বাচন-পরবর্তী সময়ে রাজনৈতিক সহনশীলতা বজায় রাখা জরুরি বলে তারা মনে করেন। একজন বিশ্লেষক বলেন, বিজয়ী পক্ষকে উদারতা এবং পরাজিত পক্ষকে ফলাফল মেনে নেওয়ার মানসিকতা দেখাতে হবে। এটিই গণতন্ত্রের সৌন্দর্য। আন্তর্জাতিক পর্যবেক্ষক দলগুলো প্রাথমিক পর্যবেক্ষণে ভোটগ্রহণ প্রক্রিয়াকে মোটের ওপর সুষ্ঠু বলে উল্লেখ করেছে। তারা পূর্ণাঙ্গ প্রতিবেদন পরে প্রকাশ করবে। নাগরিক সমাজের প্রতিনিধিরা বলছেন, নির্বাচনের মাধ্যমে যে প্রত্যাশা তৈরি হয়েছে, তা পূরণে নতুন সরকারকে দ্রুত কাজ শুরু করতে হবে। বিশেষ করে দ্রব্যমূল্য নিয়ন্ত্রণ, কর্মসংস্থান এবং আইনশৃঙ্খলা পরিস্থিতির উন্নয়নে দৃশ্যমান পদক্ষেপ প্রয়োজন। সংবিধান ও নির্বাচনী আইন সংস্কারের বিষয়টিও আলোচনায় রয়েছে। বিশেষজ্ঞরা বলেন, ভবিষ্যতে যেন প্রতিটি নির্বাচন নিয়ে বিতর্ক তৈরি না হয়, সেজন্য একটি টেকসই কাঠামো গড়ে তোলা দরকার। এ বিষয়ে রাজনৈতিক দলগুলোর মধ্যে বোঝাপড়া প্রয়োজন বলে তারা উল্লেখ করেন। স্থানীয় সরকার নির্বাচনগুলোও যথাসময়ে অনুষ্ঠিত হওয়া উচিত বলে মত দেন তারা। সব মিলিয়ে আগামী দিনগুলোতে রাজনৈতিক পরিস্থিতি কোন দিকে মোড় নেয় সেদিকেই তাকিয়ে আছে দেশবাসী। <box>569 298 735 442</box>
article-body: ঢাকা-ময়মনসিংহ ও ঢাকা-টাঙ্গাইল মহাসড়কে গতকাল সকাল থেকে তীব্র যানজটে চরম ভোগান্তিতে পড়েন যাত্রীরা। গাজীপুরের চান্দনা চৌরাস্তা থেকে শুরু করে কোনাবাড়ী পর্যন্ত প্রায় ১৫ কিলোমিটার এলাকাজুড়ে যানবাহনের দীর্ঘ সারি দেখা যায়। সকাল সাড়ে ৮টার দিকে একটি ট্রাক বিকল হয়ে পড়লে যান চলাচল ব্যাহত হয়। পরে সেটি সরিয়ে নেওয়া হলেও ততক্ষণে পরিস্থিতি নিয়ন্ত্রণের বাইরে চলে যায়। হাইওয়ে পুলিশের একজন কর্মকর্তা বলেন, সড়কের বিভিন্ন স্থানে উন্নয়নকাজ চলমান থাকায় যান চলাচলের গতি কমে যাচ্ছে। এছাড়া অবৈধভাবে সড়কের পাশে গাড়ি পার্কিং এবং ব্যাটারিচালিত অটোরিকশা চলাচলও যানজটের অন্যতম কারণ। যাত্রীরা জানান, সাধারণত যেখানে এক ঘণ্টায় পৌঁছানো যায়, সেখানে গতকাল চার ঘণ্টারও বেশি সময় লেগেছে। অনেকে বাস থেকে নেমে হেঁটে গন্তব্যের দিকে রওনা হন। কর্মজীবী মানুষ ও শিক্ষার্থীরা সবচেয়ে বেশি দুর্ভোগে পড়েন। অ্যাম্বুলেন্সও দীর্ঘক্ষণ আটকে থাকতে দেখা যায়। সড়ক ও জনপথ বিভাগ জানিয়েছে, চলমান সংস্কারকাজ আগামী দুই মাসের মধ্যে শেষ হবে। তখন পরিস্থিতির উন্নতি হবে বলে আশা করা হচ্ছে। স্থানীয় ব্যবসায়ীরা বলছেন, যানজটের কারণে পণ্য পরিবহন ব্যয় বেড়ে যাচ্ছে, যার প্রভাব পড়ছে বাজারে। পরিবহন মালিক সমিতির নেতারা বলেন, মহাসড়কে ধীরগতির যান চলাচল পুরোপুরি বন্ধ না করলে এ সমস্যার স্থায়ী সমাধান হবে না। বিকল্প সড়ক ব্যবহারের নির্দেশনা দেওয়া হলেও তা পর্যাপ্ত নয় বলে মনে করেন তারা। রাত ৯টার পর পরিস্থিতি কিছুটা স্বাভাবিক হয়ে আসে বলে জানিয়েছে হাইওয়ে পুলিশ। <box>200 255 366 417</box>
article-headline: চট্টগ্রামে স্টারশিপ কারখানায় সিলিন্ডার <box>393 80 542 112</box>
